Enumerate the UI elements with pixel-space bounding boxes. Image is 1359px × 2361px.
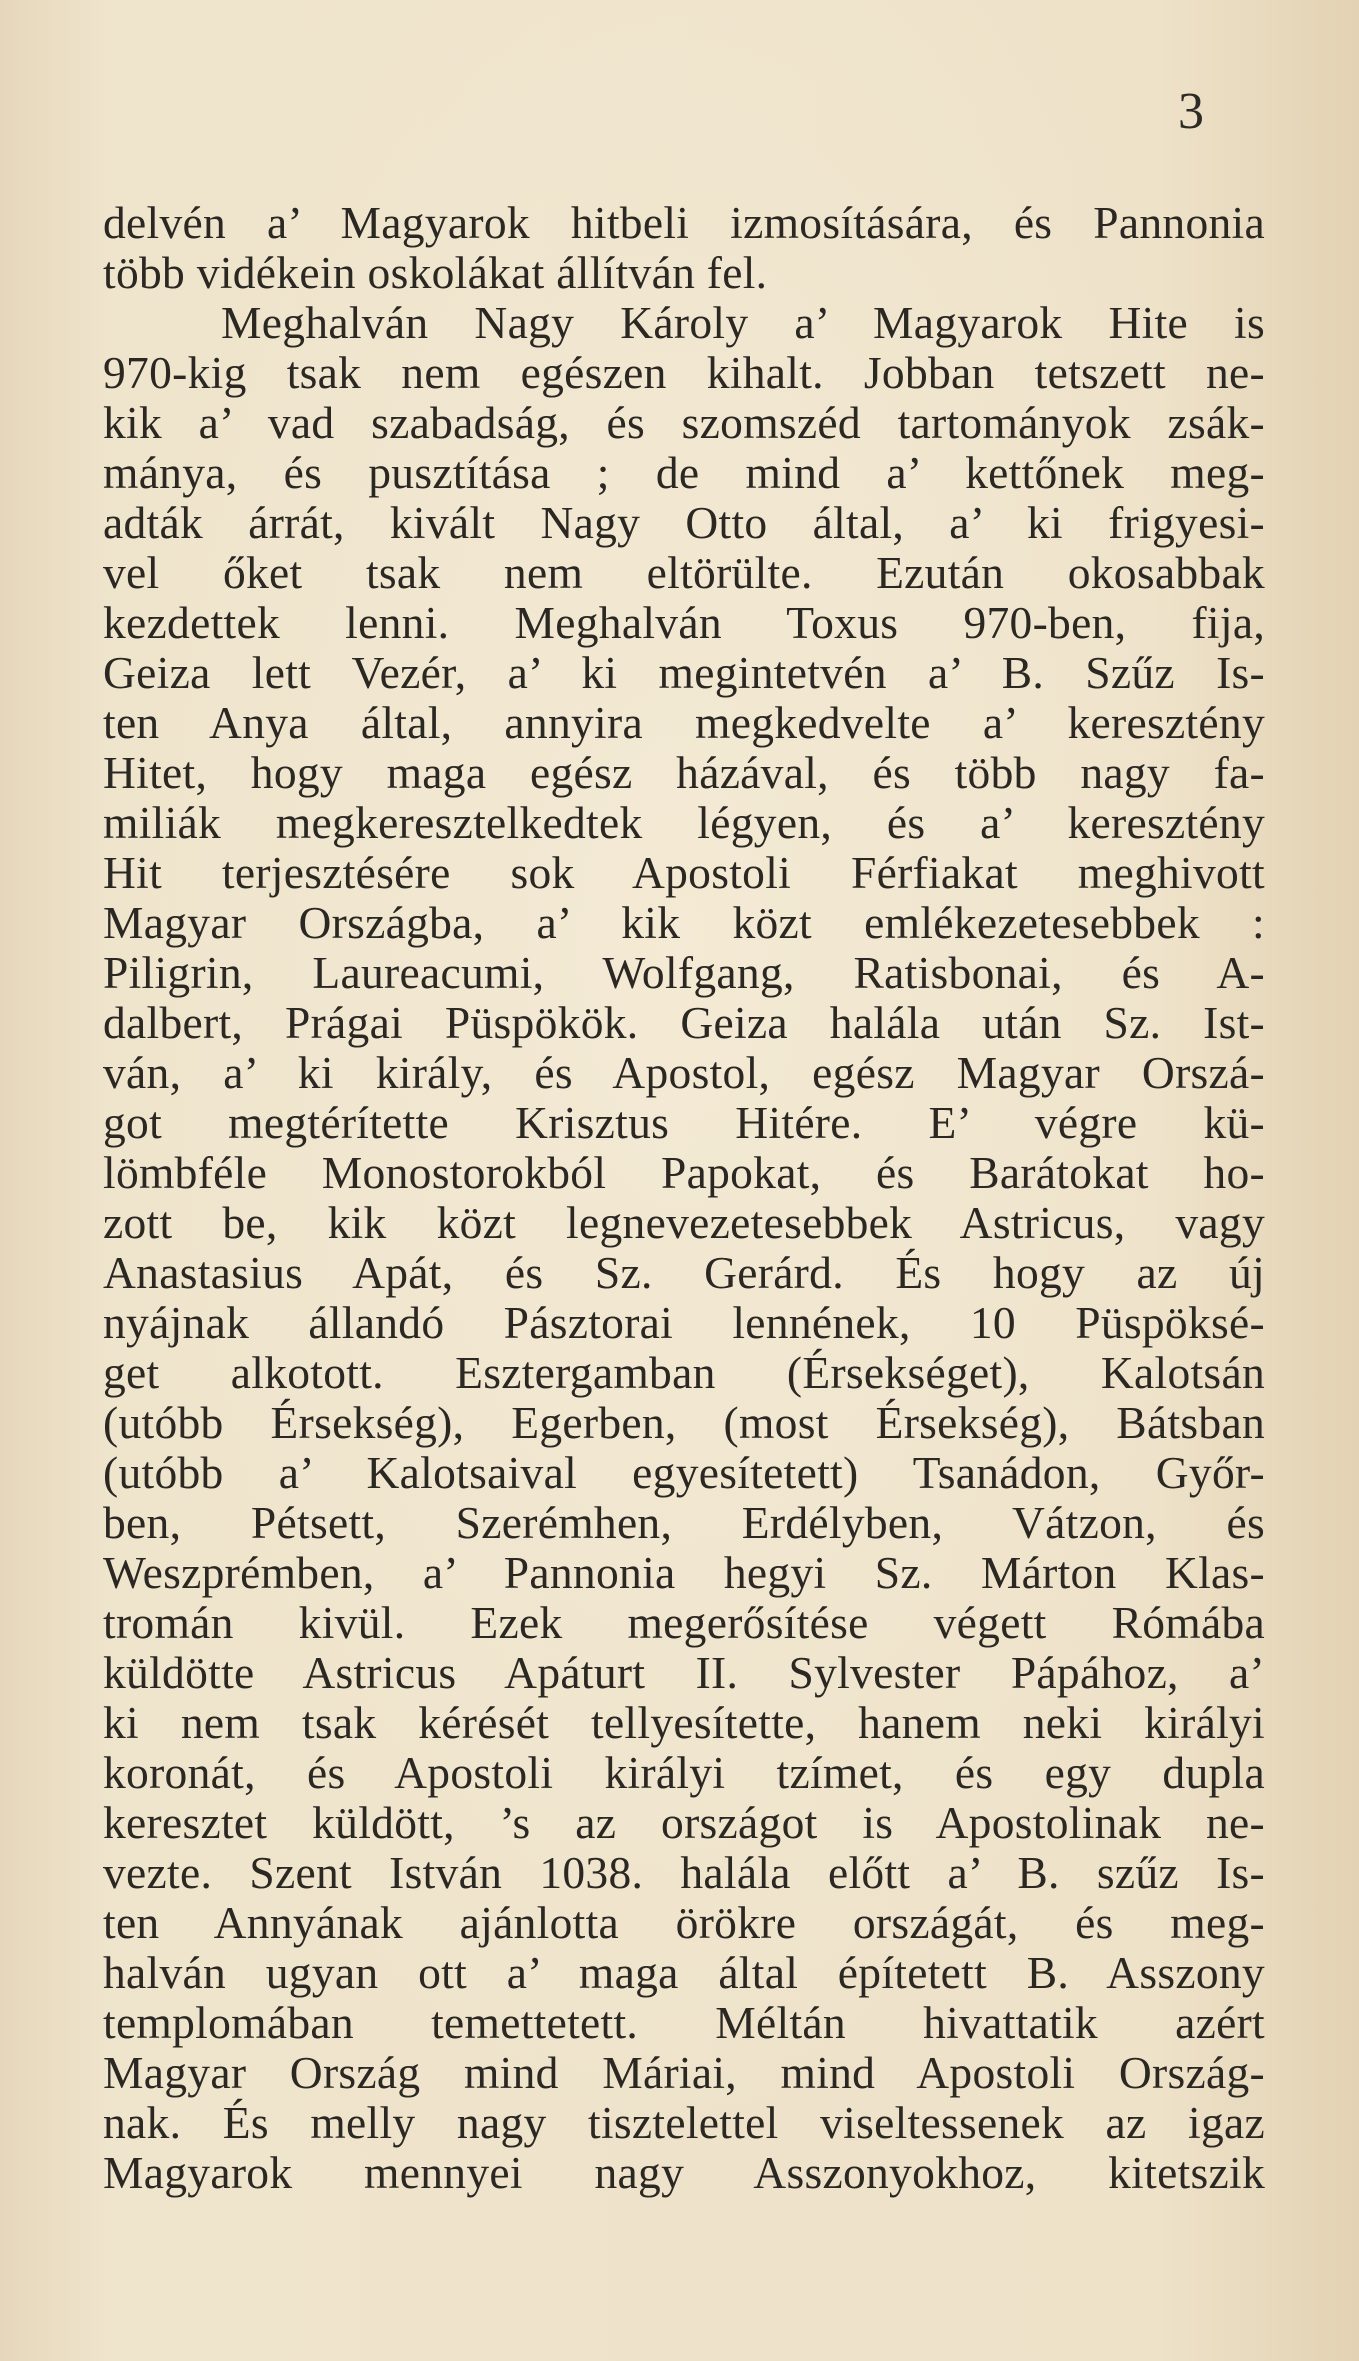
text-line: templomában temettetett. Méltán hivattatik azért — [103, 1997, 1265, 2048]
text-line: Weszprémben, a’ Pannonia hegyi Sz. Márton Klas- — [103, 1547, 1265, 1598]
text-line: Piligrin, Laureacumi, Wolfgang, Ratisbonai, és A- — [103, 947, 1265, 998]
text-line: dalbert, Prágai Püspökök. Geiza halála után Sz. Ist- — [103, 997, 1265, 1048]
text-line: Magyarok mennyei nagy Asszonyokhoz, kitetszik — [103, 2147, 1265, 2198]
text-line: Geiza lett Vezér, a’ ki megintetvén a’ B. Szűz Is- — [103, 647, 1265, 698]
text-line: Meghalván Nagy Károly a’ Magyarok Hite is — [221, 297, 1265, 348]
text-line: got megtérítette Krisztus Hitére. E’ végre kü- — [103, 1097, 1265, 1148]
text-line: több vidékein oskolákat állítván fel. — [103, 247, 768, 298]
text-line: Hit terjesztésére sok Apostoli Férfiakat meghivott — [103, 847, 1265, 898]
body-text — [103, 198, 1265, 2198]
text-line: vel őket tsak nem eltörülte. Ezután okosabbak — [103, 547, 1265, 598]
text-line: nyájnak állandó Pásztorai lennének, 10 Püspöksé- — [103, 1297, 1265, 1348]
text-line: koronát, és Apostoli királyi tzímet, és egy dupla — [103, 1747, 1265, 1798]
text-line: Magyar Országba, a’ kik közt emlékezetesebbek : — [103, 897, 1265, 948]
text-line: mánya, és pusztítása ; de mind a’ kettőnek meg- — [103, 447, 1265, 498]
text-line: delvén a’ Magyarok hitbeli izmosítására, és Pannonia — [103, 197, 1265, 248]
text-line: ben, Pétsett, Szerémhen, Erdélyben, Vátzon, és — [103, 1497, 1265, 1548]
text-line: Magyar Ország mind Máriai, mind Apostoli Ország- — [103, 2047, 1265, 2098]
text-line: tromán kivül. Ezek megerősítése végett Rómába — [103, 1597, 1265, 1648]
text-line: 970-kig tsak nem egészen kihalt. Jobban tetszett ne- — [103, 347, 1265, 398]
text-line: halván ugyan ott a’ maga által építetett B. Asszony — [103, 1947, 1265, 1998]
text-line: (utóbb a’ Kalotsaival egyesítetett) Tsanádon, Győr- — [103, 1447, 1265, 1498]
text-line: keresztet küldött, ’s az országot is Apostolinak ne- — [103, 1797, 1265, 1848]
text-line: ki nem tsak kérését tellyesítette, hanem neki királyi — [103, 1697, 1265, 1748]
page-number: 3 — [1178, 83, 1204, 140]
text-line: ten Anya által, annyira megkedvelte a’ keresztény — [103, 697, 1265, 748]
text-line: miliák megkeresztelkedtek légyen, és a’ keresztény — [103, 797, 1265, 848]
text-line: kezdettek lenni. Meghalván Toxus 970-ben, fija, — [103, 597, 1265, 648]
text-line: zott be, kik közt legnevezetesebbek Astricus, vagy — [103, 1197, 1265, 1248]
text-line: lömbféle Monostorokból Papokat, és Barátokat ho- — [103, 1147, 1265, 1198]
text-line: ten Annyának ajánlotta örökre országát, és meg- — [103, 1897, 1265, 1948]
text-line: nak. És melly nagy tisztelettel viseltessenek az igaz — [103, 2097, 1265, 2148]
text-line: ván, a’ ki király, és Apostol, egész Magyar Orszá- — [103, 1047, 1265, 1098]
text-line: küldötte Astricus Apáturt II. Sylvester Pápához, a’ — [103, 1647, 1265, 1698]
text-line: Anastasius Apát, és Sz. Gerárd. És hogy az új — [103, 1247, 1265, 1298]
text-line: adták árrát, kivált Nagy Otto által, a’ ki frigyesi- — [103, 497, 1265, 548]
text-line: kik a’ vad szabadság, és szomszéd tartományok zsák- — [103, 397, 1265, 448]
text-line: vezte. Szent István 1038. halála előtt a’ B. szűz Is- — [103, 1847, 1265, 1898]
text-line: Hitet, hogy maga egész házával, és több nagy fa- — [103, 747, 1265, 798]
text-line: (utóbb Érsekség), Egerben, (most Érsekség), Bátsban — [103, 1397, 1265, 1448]
text-line: get alkotott. Esztergamban (Érsekséget), Kalotsán — [103, 1347, 1265, 1398]
